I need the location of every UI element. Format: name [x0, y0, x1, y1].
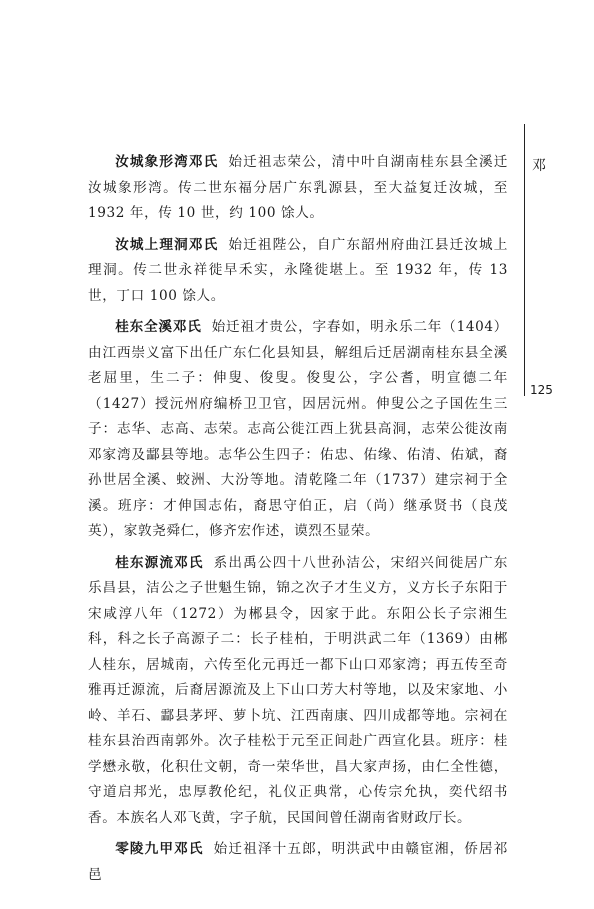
entry-heading: 零陵九甲邓氏: [115, 841, 204, 857]
entry-paragraph: [88, 150, 508, 227]
entry-text: 始迁祖泽十五郎，明洪武中由赣宦湘，侨居祁邑: [88, 841, 508, 883]
margin-surname-label: 邓: [532, 158, 546, 174]
margin-divider-line: [524, 124, 525, 396]
page-number: 125: [530, 383, 553, 397]
entry-text: 系出禹公四十八世孙洁公，宋绍兴间徙居广东乐昌县，洁公之子世魁生锦，锦之次子才生义方，义方长子东阳于宋咸淳八年（1272）为郴县令，因家于此。东阳公长子宗湘生科，科之长子高源子二：长子桂柏，于明洪武二年（1369）由郴人桂东，居城南，六传至化元再迁一都下山口邓家湾；再五传至奇雅再迁源流，后裔居源流及上下山口芳大村等地，以及宋家地、小岭、羊石、酃县茅坪、萝卜坑、江西南康、四川成都等地。宗祠在桂东县治西南郭外。次子桂松于元至正间赴广西宣化县。班序：桂学懋永敬，化积仕文朝，奇一荣华世，昌大家声扬，由仁全性德，守道启邦光，忠厚教伦纪，礼仪正典常，心传宗允执，奕代绍书香。本族名人邓飞黄，字子航，民国间曾任湖南省财政厅长。: [88, 554, 508, 826]
entry-paragraph: [88, 837, 508, 888]
entry-heading: 桂东源流邓氏: [115, 554, 204, 571]
genealogy-text-body: [88, 150, 508, 894]
entry-text: 始迁祖陛公，自广东韶州府曲江县迁汝城上理洞。传二世永祥徙早禾实，永隆徙堪上。至 1932 年，传 13 世，丁口 100 馀人。: [88, 236, 508, 304]
entry-heading: 汝城上理洞邓氏: [115, 236, 219, 253]
entry-heading: 汝城象形湾邓氏: [115, 154, 219, 170]
entry-paragraph: [88, 551, 508, 832]
entry-heading: 桂东全溪邓氏: [115, 319, 202, 335]
entry-text: 始迁祖志荣公，清中叶自湖南桂东县全溪迁汝城象形湾。传二世东福分居广东乳源县，至大益复迁汝城，至 1932 年，传 10 世，约 100 馀人。: [88, 154, 508, 221]
entry-paragraph: [88, 233, 508, 310]
entry-text: 始迁祖才贵公，字春如，明永乐二年（1404）由江西崇义富下出任广东仁化县知县，解组后迁居湖南桂东县全溪老屈里，生二子：伸叟、俊叟。俊叟公，字公耆，明宣德二年（1427）授沅州府编桥卫卫官，因居沅州。伸叟公之子国佐生三子：志华、志高、志荣。志高公徙江西上犹县高洞，志荣公徙汝南邓家湾及酃县等地。志华公生四子：佑忠、佑缘、佑清、佑斌，裔孙世居全溪、蛟洲、大汾等地。清乾隆二年（1737）建宗祠于全溪。班序：才伸国志佑，裔思守伯正，启（尚）继承贤书（良茂英），家敦尧舜仁，修齐宏作述，谟烈丕显荣。: [88, 319, 508, 539]
entry-paragraph: [88, 315, 508, 545]
